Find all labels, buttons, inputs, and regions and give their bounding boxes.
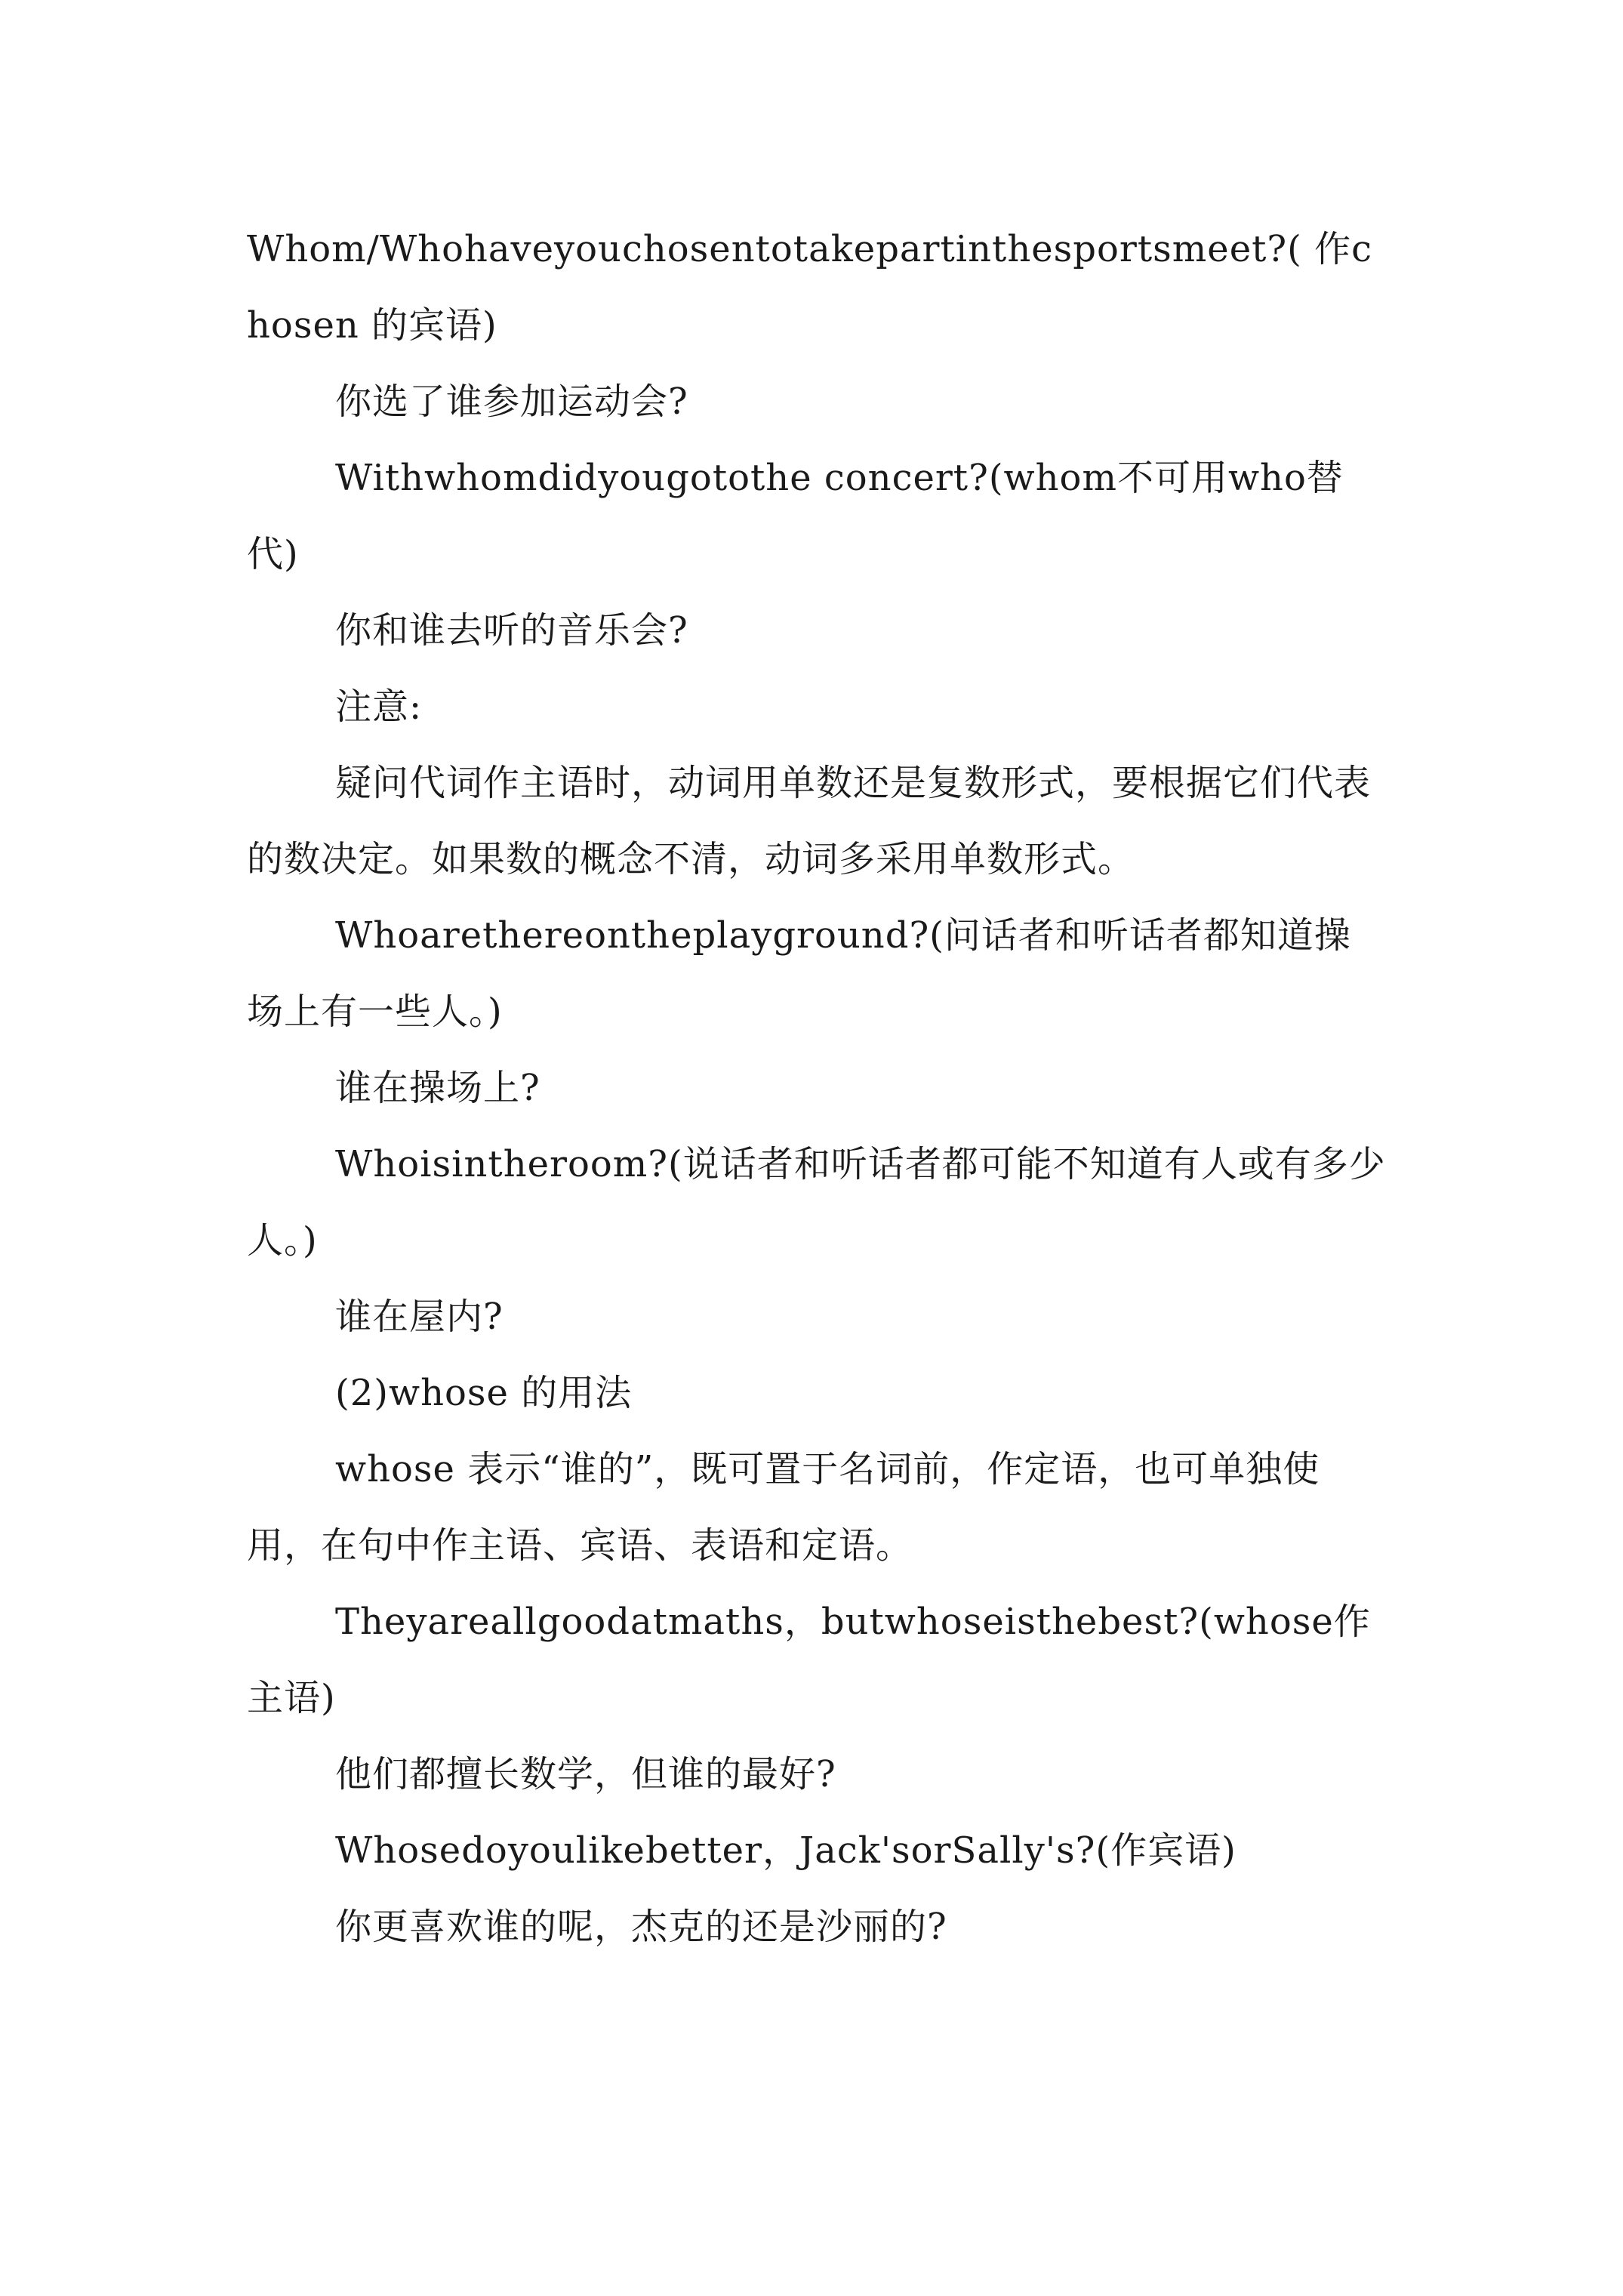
paragraph-translation-jack-sally: 你更喜欢谁的呢，杰克的还是沙丽的? [335,1906,947,1948]
paragraph-whose-object-example: Whosedoyoulikebetter，Jack'sorSally's?(作宾语) [335,1829,1236,1872]
paragraph-whom-chosen: Whom/Whohaveyouchosentotakepartinthesportsmeet?( 作chosen 的宾语) [247,228,1373,347]
paragraph-translation-room: 谁在屋内? [335,1296,504,1338]
paragraph-whose-subject-example: Theyareallgoodatmaths，butwhoseisthebest?(whose作主语) [247,1601,1371,1719]
paragraph-whose-explanation: whose 表示“谁的”，既可置于名词前，作定语，也可单独使用，在句中作主语、宾语、表语和定语。 [247,1448,1320,1567]
paragraph-translation-sports-meet: 你选了谁参加运动会? [335,381,688,423]
paragraph-who-is-room: Whoisintheroom?(说话者和听话者都可能不知道有人或有多少人。) [247,1143,1386,1262]
paragraph-with-whom-concert: Withwhomdidyougotothe concert?(whom不可用who替代) [247,457,1344,575]
paragraph-who-are-playground: Whoarethereontheplayground?(问话者和听话者都知道操场上有一些人。) [247,914,1351,1033]
paragraph-translation-playground: 谁在操场上? [335,1067,540,1109]
paragraph-note-heading: 注意: [335,686,423,728]
paragraph-translation-concert: 你和谁去听的音乐会? [335,609,688,652]
section-heading-whose: (2)whose 的用法 [335,1372,633,1414]
document-body [247,211,1387,1965]
paragraph-note-subject-number: 疑问代词作主语时，动词用单数还是复数形式，要根据它们代表的数决定。如果数的概念不清，动词多采用单数形式。 [247,762,1372,880]
paragraph-translation-maths: 他们都擅长数学，但谁的最好? [335,1753,836,1795]
